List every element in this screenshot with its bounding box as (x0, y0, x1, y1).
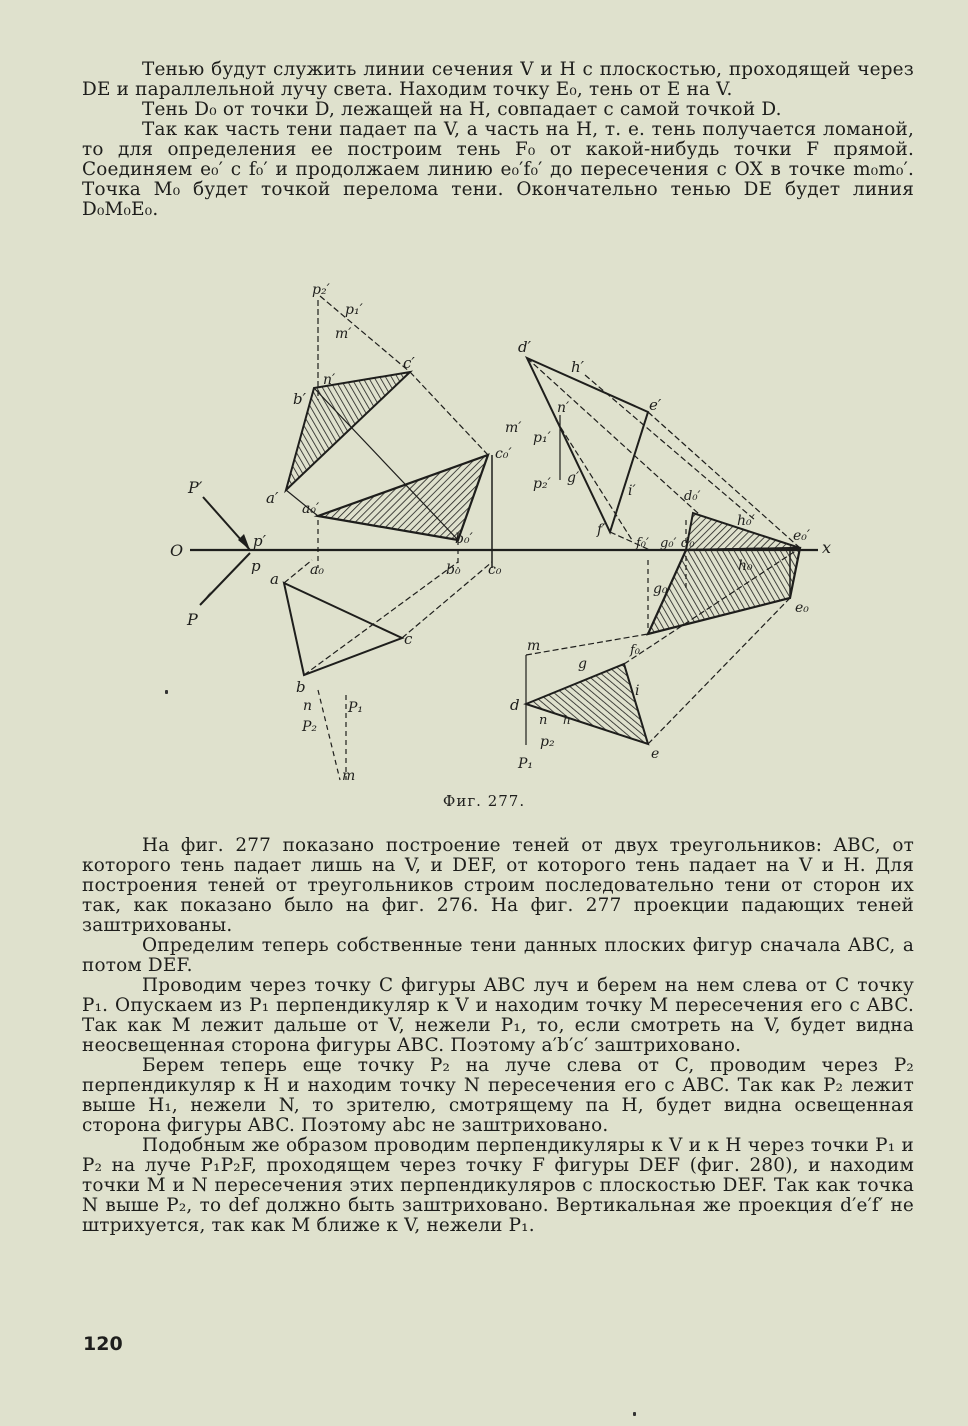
label: p₁′ (533, 430, 551, 446)
construction-line (527, 358, 700, 515)
label: c′ (403, 354, 415, 372)
construction-line (318, 690, 340, 780)
label: m′ (335, 326, 352, 342)
label: d₀ (681, 536, 695, 551)
page-number: 120 (83, 1333, 123, 1355)
label: h₀′ (737, 513, 755, 529)
label: P₂ (302, 719, 318, 735)
ray-lower-arrow (200, 591, 211, 605)
label: d₀′ (684, 489, 701, 504)
paragraph: Тень D₀ от точки D, лежащей на H, совпадает с самой точкой D. (142, 99, 782, 120)
label: f′ (597, 522, 606, 538)
label: e′ (649, 396, 662, 414)
label: e₀′ (793, 528, 811, 544)
label: p₂ (540, 734, 555, 750)
label: h (563, 713, 571, 727)
label: h′ (571, 358, 585, 376)
label: g₀′ (660, 536, 677, 551)
figure-caption: Фиг. 277. (442, 792, 526, 810)
label: p₂′ (312, 282, 330, 298)
shadow-def-horizontal (648, 548, 800, 634)
paragraph: Тенью будут служить линии сечения V и H с плоскостью, проходящей через DE и параллельной лучу света. Находим точку E₀, тень от E на V. (82, 59, 914, 100)
label: x (822, 538, 832, 557)
triangle-def-horizontal (526, 664, 648, 744)
label: P₁ (348, 700, 364, 716)
paragraph: Так как часть тени падает па V, а часть на H, т. е. тень получается ломаной, то для определения ее построим тень F₀ от какой-нибудь точки F прямой. Соединяем e₀′ с f₀′ и продолжаем линию e₀′f₀′ до пересечения с OX в точке m₀m₀′. Точка M₀ будет точкой перелома тени. Окончательно тенью DE будет линия D₀M₀E₀. (82, 119, 914, 220)
label: g′ (567, 470, 580, 486)
label: a′ (266, 489, 279, 507)
label: b₀′ (455, 531, 473, 547)
paragraph: Проводим через точку C фигуры ABC луч и берем на нем слева от C точку P₁. Опускаем из P₁ перпендикуляр к V и находим точку M пересечения его с ABC. Так как M лежит дальше от V, нежели P₁, то, если смотреть на V, будет видна неосвещенная сторона фигуры ABC. Поэтому a′b′c′ заштриховано. (82, 975, 914, 1056)
paragraph: Берем теперь еще точку P₂ на луче слева от C, проводим через P₂ перпендикуляр к H и находим точку N пересечения его с ABC. Так как P₂ лежит выше H₁, нежели N, то зрителю, смотрящему па H, будет видна освещенная сторона фигуры ABC. Поэтому abc не заштриховано. (82, 1055, 914, 1136)
label: n (539, 713, 548, 728)
label: n′ (557, 400, 570, 416)
label: n (303, 698, 313, 714)
label: d (510, 696, 520, 714)
label: m (342, 768, 356, 784)
label: b₀ (446, 562, 461, 578)
label: g₀ (653, 581, 668, 597)
label: p₂′ (533, 476, 551, 492)
print-speck (165, 690, 168, 694)
shadow-abc-vertical (318, 455, 488, 540)
label: P′ (188, 478, 203, 497)
label: d′ (518, 338, 532, 356)
label: p₁′ (345, 302, 363, 318)
label: f₀′ (636, 536, 649, 551)
label: c (404, 630, 413, 648)
triangle-abc-horizontal (284, 583, 402, 675)
label: n′ (323, 372, 336, 388)
label: a (270, 570, 279, 588)
label: P (187, 610, 198, 629)
label: m (527, 638, 541, 654)
label: b (296, 678, 306, 696)
label: h₀ (738, 558, 753, 574)
construction-line (320, 296, 410, 372)
shadow-ray (304, 562, 458, 675)
label: g (578, 656, 587, 672)
label: e₀ (795, 600, 809, 616)
label: e (651, 746, 660, 762)
label: a₀ (310, 562, 324, 578)
shadow-ray (410, 372, 488, 455)
label: b′ (293, 390, 307, 408)
ray-lower (200, 553, 250, 605)
label: i′ (628, 483, 636, 499)
label: i (635, 683, 640, 699)
paragraph: Определим теперь собственные тени данных плоских фигур сначала ABC, а потом DEF. (82, 935, 914, 976)
label: c₀ (488, 562, 502, 578)
label: a₀′ (302, 501, 320, 517)
construction-line (585, 375, 755, 520)
label: f₀ (630, 643, 641, 658)
label: p′ (253, 532, 267, 550)
label: O (170, 541, 184, 560)
shadow-ray (284, 560, 312, 583)
label: c₀′ (495, 446, 512, 462)
label: P₁ (518, 756, 534, 772)
ray-upper-arrow (238, 534, 250, 550)
bottom-text-block (82, 836, 914, 1236)
label: m′ (505, 420, 522, 436)
print-speck (633, 1412, 636, 1416)
paragraph: На фиг. 277 показано построение теней от двух треугольников: ABC, от которого тень падает лишь на V, и DEF, от которого тень падает на V и H. Для построения теней от треугольников строим последовательно тени от сторон их так, как показано было на фиг. 276. На фиг. 277 проекции падающих теней заштрихованы. (82, 835, 914, 936)
label: p (251, 557, 261, 575)
paragraph: Подобным же образом проводим перпендикуляры к V и к H через точки P₁ и P₂ на луче P₁P₂F, проходящем через точку F фигуры DEF (фиг. 280), и находим точки M и N пересечения этих перпендикуляров с плоскостью DEF. Так как точка N выше P₂, то def должно быть заштриховано. Вертикальная же проекция d′e′f′ не штрихуется, так как M ближе к V, нежели P₁. (82, 1135, 914, 1236)
